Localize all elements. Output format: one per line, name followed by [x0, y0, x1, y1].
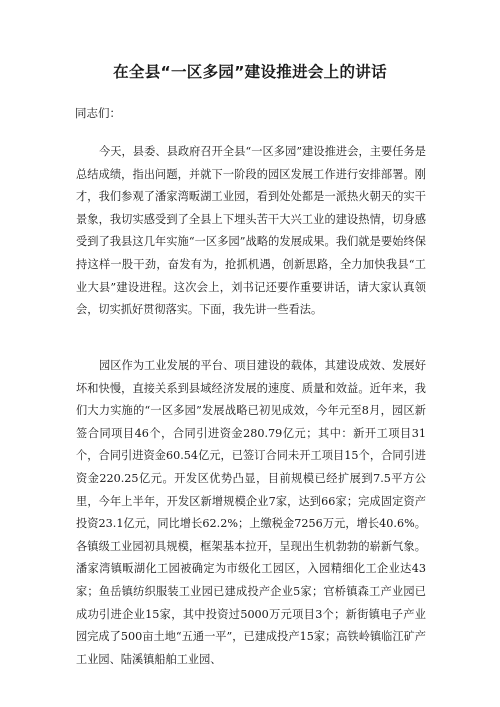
document-title: 在全县“一区多园”建设推进会上的讲话 [113, 63, 387, 81]
paragraph-2: 园区作为工业发展的平台、项目建设的载体，其建设成效、发展好坏和快慢，直接关系到县域经济发展的速度、质量和效益。近年来，我们大力实施的“一区多园”发展战略已初见成效，今年元至8月，园区新签合同项目46个，合同引进资金280.79亿元；其中：新开工项目31个，合同引进资金60.54亿元，已签订合同未开工项目15个，合同引进资金220.25亿元。开发区优势凸显，目前规模已经扩展到7.5平方公里，今年上半年，开发区新增规模企业7家，达到66家；完成固定资产投资23.1亿元，同比增长62.2%；上缴税金7256万元，增长40.6%。各镇级工业园初具规模，框架基本拉开，呈现出生机勃勃的崭新气象。潘家湾镇畈湖化工园被确定为市级化工园区，入园精细化工企业达43家；鱼岳镇纺织服装工业园已建成投产企业5家；官桥镇森工产业园已成功引进企业15家，其中投资过5000万元项目3个；新街镇电子产业园完成了500亩土地“五通一平”，已建成投产15家；高铁岭镇临江矿产工业园、陆溪镇船舶工业园、 [76, 359, 426, 666]
salutation: 同志们： [75, 106, 121, 120]
paragraph-1: 今天，县委、县政府召开全县“一区多园”建设推进会，主要任务是总结成绩，指出问题，并就下一阶段的园区发展工作进行安排部署。刚才，我们参观了潘家湾畈湖工业园，看到处处都是一派热火朝天的实干景象，我切实感受到了全县上下埋头苦干大兴工业的建设热情，切身感受到了我县这几年实施“一区多园”战略的发展成果。我们就是要始终保持这样一股干劲，奋发有为，抢抓机遇，创新思路，全力加快我县“工业大县”建设进程。这次会上，刘书记还要作重要讲话，请大家认真领会，切实抓好贯彻落实。下面，我先讲一些看法。 [76, 145, 426, 317]
